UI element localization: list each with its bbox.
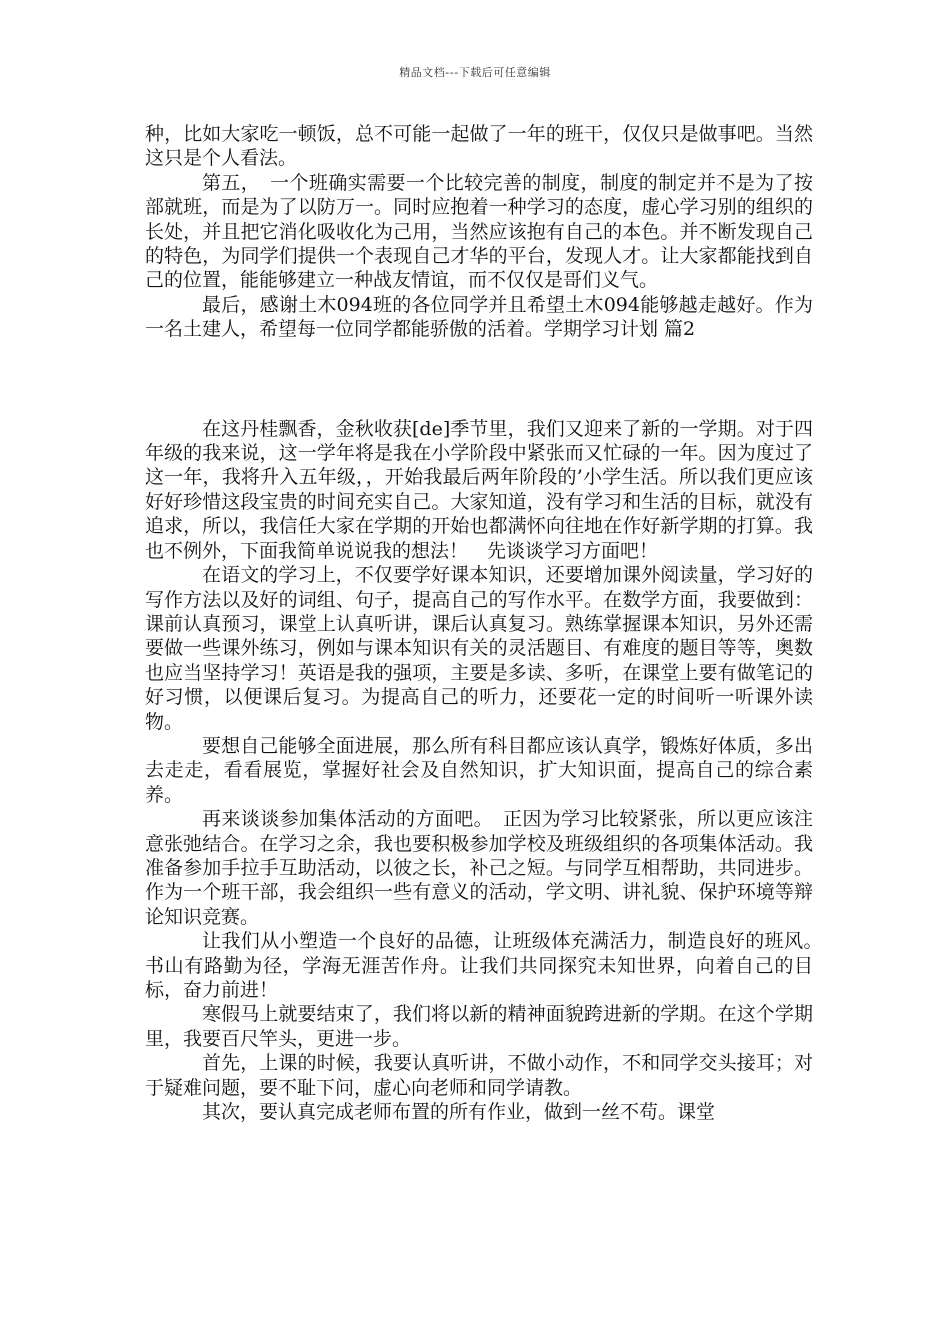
- paragraph-character: 让我们从小塑造一个良好的品德，让班级体充满活力，制造良好的班风。 书山有路勤为径，学海无涯苦作舟。让我们共同探究未知世界，向着自己的目标，奋力前进！: [145, 930, 833, 1001]
- document-body: [145, 122, 833, 1124]
- paragraph-first: 首先，上课的时候，我要认真听讲，不做小动作，不和同学交头接耳；对于疑难问题，要不耻下问，虚心向老师和同学请教。: [145, 1052, 813, 1099]
- paragraph-continuation: 种，比如大家吃一顿饭，总不可能一起做了一年的班干，仅仅只是做事吧。当然这只是个人看法。: [145, 123, 813, 170]
- paragraph-activities: 再来谈谈参加集体活动的方面吧。 正因为学习比较紧张，所以更应该注意张弛结合。在学习之余，我也要积极参加学校及班级组织的各项集体活动。我准备参加手拉手互助活动，以彼之长，补己之短。与同学互相帮助，共同进步。作为一个班干部，我会组织一些有意义的活动，学文明、讲礼貌、保护环境等辩论知识竞赛。: [145, 808, 813, 928]
- paragraph-all-round: 要想自己能够全面进展，那么所有科目都应该认真学，锻炼好体质，多出去走走，看看展览，掌握好社会及自然知识，扩大知识面，提高自己的综合素养。: [145, 734, 813, 806]
- paragraph-winter-break: 寒假马上就要结束了，我们将以新的精神面貌跨进新的学期。在这个学期里，我要百尺竿头，更进一步。: [145, 1003, 813, 1050]
- paragraph-new-term: 在这丹桂飘香，金秋收获[de]季节里，我们又迎来了新的一学期。对于四年级的我来说，这一学年将是我在小学阶段中紧张而又忙碌的一年。因为度过了这一年，我将升入五年级，，开始我最后两年阶段的’小学生活。所以我们更应该好好珍惜这段宝贵的时间充实自己。大家知道，没有学习和生活的目标，就没有追求，所以，我信任大家在学期的开始也都满怀向往地在作好新学期的打算。我也不例外，下面我简单说说我的想法！ 先谈谈学习方面吧！: [145, 417, 813, 562]
- section-spacer: [145, 342, 813, 417]
- page-header: 精品文档---下载后可任意编辑: [399, 66, 551, 79]
- paragraph-study: 在语文的学习上，不仅要学好课本知识，还要增加课外阅读量，学习好的写作方法以及好的词组、句子，提高自己的写作水平。在数学方面，我要做到：课前认真预习，课堂上认真听讲，课后认真复习。熟练掌握课本知识，另外还需要做一些课外练习，例如与课本知识有关的灵活题目、有难度的题目等等，奥数也应当坚持学习！英语是我的强项，主要是多读、多听，在课堂上要有做笔记的好习惯，以便课后复习。为提高自己的听力，还要花一定的时间听一听课外读物。: [145, 564, 813, 733]
- paragraph-fifth: 第五， 一个班确实需要一个比较完善的制度，制度的制定并不是为了按部就班，而是为了以防万一。同时应抱着一种学习的态度，虚心学习别的组织的长处，并且把它消化吸收化为己用，当然应该抱有自己的本色。并不断发现自己的特色，为同学们提供一个表现自己才华的平台，发现人才。让大家都能找到自己的位置，能能够建立一种战友情谊，而不仅仅是哥们义气。: [145, 171, 813, 292]
- paragraph-finally: 最后，感谢土木094班的各位同学并且希望土木094能够越走越好。作为一名土建人，希望每一位同学都能骄傲的活着。学期学习计划 篇2: [145, 293, 813, 341]
- paragraph-second: 其次，要认真完成老师布置的所有作业，做到一丝不苟。课堂: [202, 1101, 716, 1124]
